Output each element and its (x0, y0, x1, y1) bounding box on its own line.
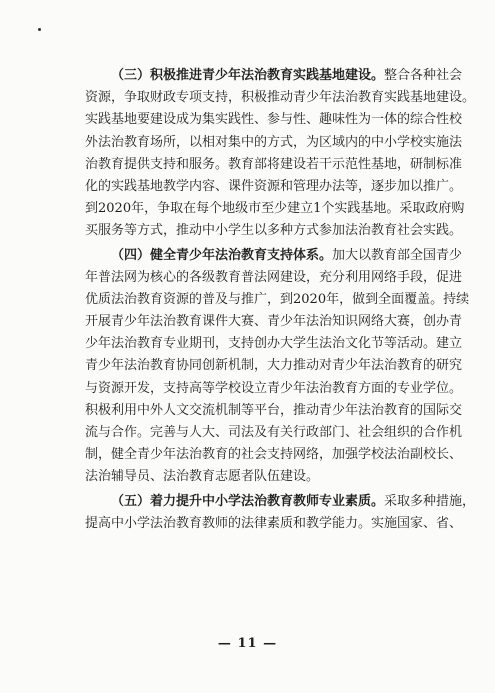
document-body (85, 65, 476, 537)
section-heading: （五）着力提升中小学法治教育教师专业素质。 (111, 493, 385, 509)
scan-speck (38, 28, 41, 31)
text-line: 治教育提供支持和服务。教育部将建设若干示范性基地，研制标准 (85, 156, 463, 172)
body-text: 加大以教育部全国青少 (332, 247, 463, 263)
body-text: 整合各种社会 (384, 68, 463, 83)
text-line: 年普法网为核心的各级教育普法网建设，充分利用网络手段，促进 (85, 269, 463, 285)
section-heading: （四）健全青少年法治教育支持体系。 (111, 247, 333, 263)
paragraph-support-system (85, 245, 470, 489)
text-line: 流与合作。完善与人大、司法及有关行政部门、社会组织的合作机 (85, 425, 463, 440)
text-line: 优质法治教育资源的普及与推广，到2020年，做到全面覆盖。持续 (85, 291, 470, 307)
section-heading: （三）积极推进青少年法治教育实践基地建设。 (111, 68, 385, 83)
text-line: 制，健全青少年法治教育的社会支持网络，加强学校法治副校长、 (85, 447, 463, 463)
text-line: 积极利用中外人文交流机制等平台，推动青少年法治教育的国际交 (85, 402, 463, 418)
paragraph-first-line (85, 245, 463, 267)
text-line: 开展青少年法治教育课件大赛、青少年法治知识网络大赛，创办青 (85, 314, 463, 330)
body-text: 采取多种措施， (384, 493, 476, 509)
text-line: 与资源开发，支持高等学校设立青少年法治教育方面的专业学位。 (85, 380, 463, 396)
text-line: 实践基地要建设成为集实践性、参与性、趣味性为一体的综合性校 (85, 112, 463, 128)
paragraph-practice-base (85, 65, 476, 243)
paragraph-first-line (85, 491, 476, 513)
text-line: 买服务等方式，推动中小学生以多种方式参加法治教育社会实践。 (85, 223, 463, 239)
text-line: 法治辅导员、法治教育志愿者队伍建设。 (85, 469, 320, 485)
text-line: 资源，争取财政专项支持，积极推动青少年法治教育实践基地建设。 (85, 90, 476, 106)
paragraph-first-line (85, 65, 463, 87)
page-number: — 11 — (217, 636, 278, 651)
text-line: 少年法治教育专业期刊，支持创办大学生法治文化节等活动。建立 (85, 336, 463, 352)
text-line: 提高中小学法治教育教师的法律素质和教学能力。实施国家、省、 (85, 515, 463, 531)
text-line: 外法治教育场所，以相对集中的方式，为区域内的中小学校实施法 (85, 134, 463, 150)
text-line: 到2020年，争取在每个地级市至少建立1个实践基地。采取政府购 (85, 201, 465, 217)
text-line: 化的实践基地教学内容、课件资源和管理办法等，逐步加以推广。 (85, 178, 463, 194)
text-line: 青少年法治教育协同创新机制，大力推动对青少年法治教育的研究 (85, 358, 463, 374)
paragraph-teacher-quality (85, 491, 476, 535)
